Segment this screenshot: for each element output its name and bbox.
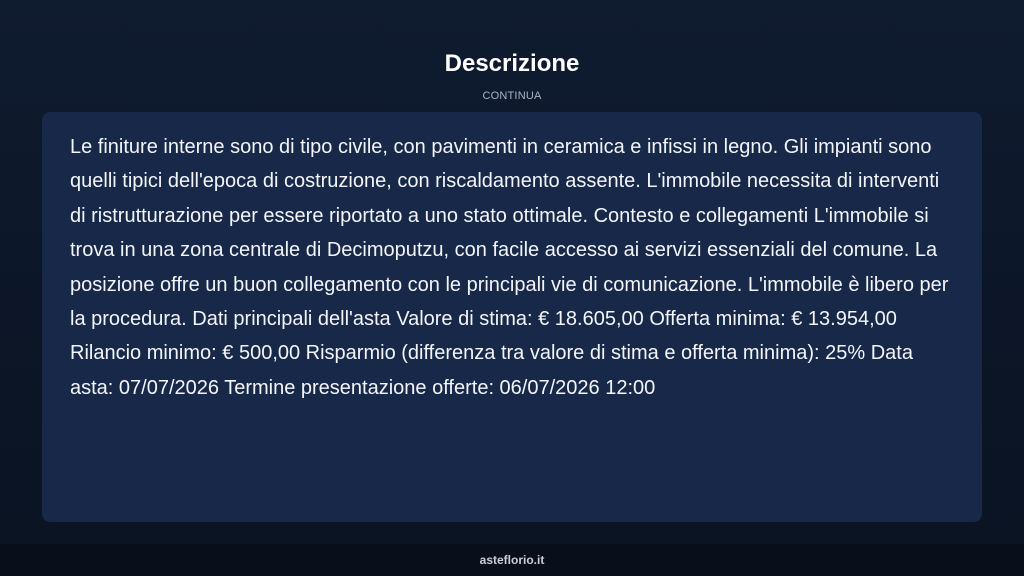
site-domain: asteflorio.it xyxy=(479,553,545,567)
continue-label: CONTINUA xyxy=(482,90,542,102)
description-card xyxy=(42,112,982,522)
description-text: Le finiture interne sono di tipo civile, con pavimenti in ceramica e infissi in legno. Gli impianti sono quelli tipici dell'epoca di costruzione, con riscaldamento assente. L'immobile necessita di interventi di ristrutturazione per essere riportato a uno stato ottimale. Contesto e collegamenti L'immobile si trova in una zona centrale di Decimoputzu, con facile accesso ai servizi essenziali del comune. La posizione offre un buon collegamento con le principali vie di comunicazione. L'immobile è libero per la procedura. Dati principali dell'asta Valore di stima: € 18.605,00 Offerta minima: € 13.954,00 Rilancio minimo: € 500,00 Risparmio (differenza tra valore di stima e offerta minima): 25% Data asta: 07/07/2026 Termine presentazione offerte: 06/07/2026 12:00 xyxy=(70,136,949,399)
page-title: Descrizione xyxy=(444,50,580,77)
footer-bar xyxy=(0,544,1024,576)
